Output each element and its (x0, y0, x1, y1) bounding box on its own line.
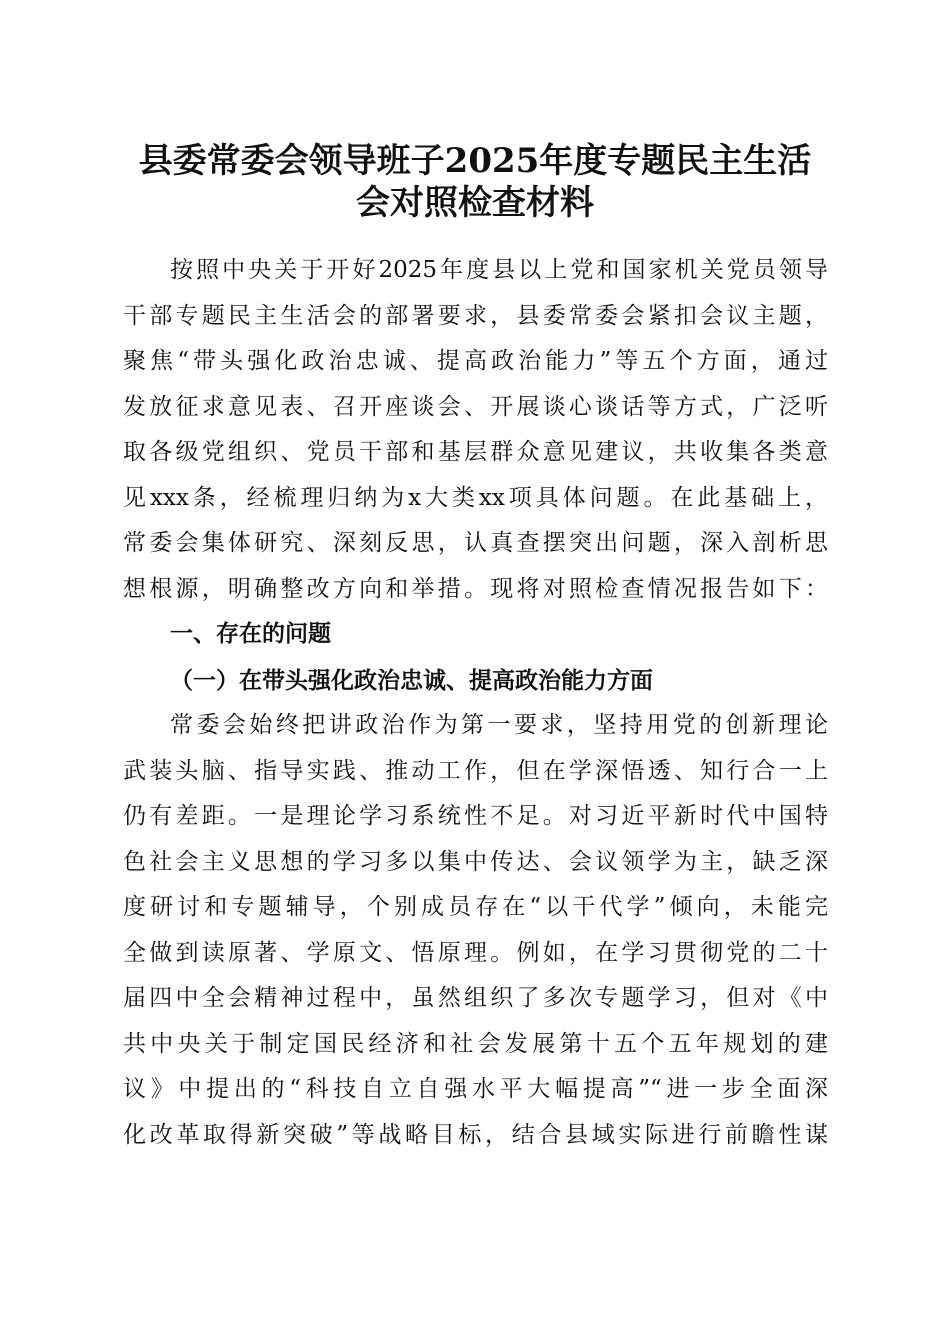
intro-line: 干部专题民主生活会的部署要求，县委常委会紧扣会议主题， (123, 302, 828, 329)
body-line: 议》中提出的“科技自立自强水平大幅提高”“进一步全面深 (123, 1076, 828, 1102)
body-line: 度研讨和专题辅导，个别成员存在“以干代学”倾向，未能完 (123, 894, 828, 920)
body-line: 常委会始终把讲政治作为第一要求，坚持用党的创新理论 (170, 712, 828, 738)
intro-line: 取各级党组织、党员干部和基层群众意见建议，共收集各类意 (123, 439, 828, 465)
body-line: 武装头脑、指导实践、推动工作，但在学深悟透、知行合一上 (123, 757, 828, 784)
intro-line: 发放征求意见表、召开座谈会、开展谈心谈话等方式，广泛听 (123, 393, 828, 420)
intro-line: 按照中央关于开好2025年度县以上党和国家机关党员领导 (170, 257, 828, 283)
intro-line: 见xxx条，经梳理归纳为x大类xx项具体问题。在此基础上， (123, 484, 828, 511)
intro-line: 想根源，明确整改方向和举措。现将对照检查情况报告如下： (123, 575, 828, 602)
intro-paragraph (123, 248, 828, 612)
section-heading: 一、存在的问题 (170, 621, 331, 647)
body-paragraph (123, 703, 828, 1158)
document-body (123, 248, 828, 1158)
body-line: 化改革取得新突破”等战略目标，结合县域实际进行前瞻性谋 (123, 1121, 828, 1148)
body-line: 仍有差距。一是理论学习系统性不足。对习近平新时代中国特 (123, 803, 828, 829)
body-line: 共中央关于制定国民经济和社会发展第十五个五年规划的建 (123, 1030, 828, 1057)
intro-line: 常委会集体研究、深刻反思，认真查摆突出问题，深入剖析思 (123, 530, 828, 556)
document-title (110, 140, 840, 224)
body-line: 届四中全会精神过程中，虽然组织了多次专题学习，但对《中 (123, 985, 828, 1011)
subsection-heading: （一）在带头强化政治忠诚、提高政治能力方面 (170, 666, 653, 694)
body-line: 色社会主义思想的学习多以集中传达、会议领学为主，缺乏深 (123, 848, 828, 875)
body-line: 全做到读原著、学原文、悟原理。例如，在学习贯彻党的二十 (123, 939, 828, 966)
intro-line: 聚焦“带头强化政治忠诚、提高政治能力”等五个方面，通过 (123, 348, 828, 374)
title-line-2: 会对照检查材料 (356, 183, 594, 223)
title-line-1: 县委常委会领导班子2025年度专题民主生活 (138, 141, 812, 181)
